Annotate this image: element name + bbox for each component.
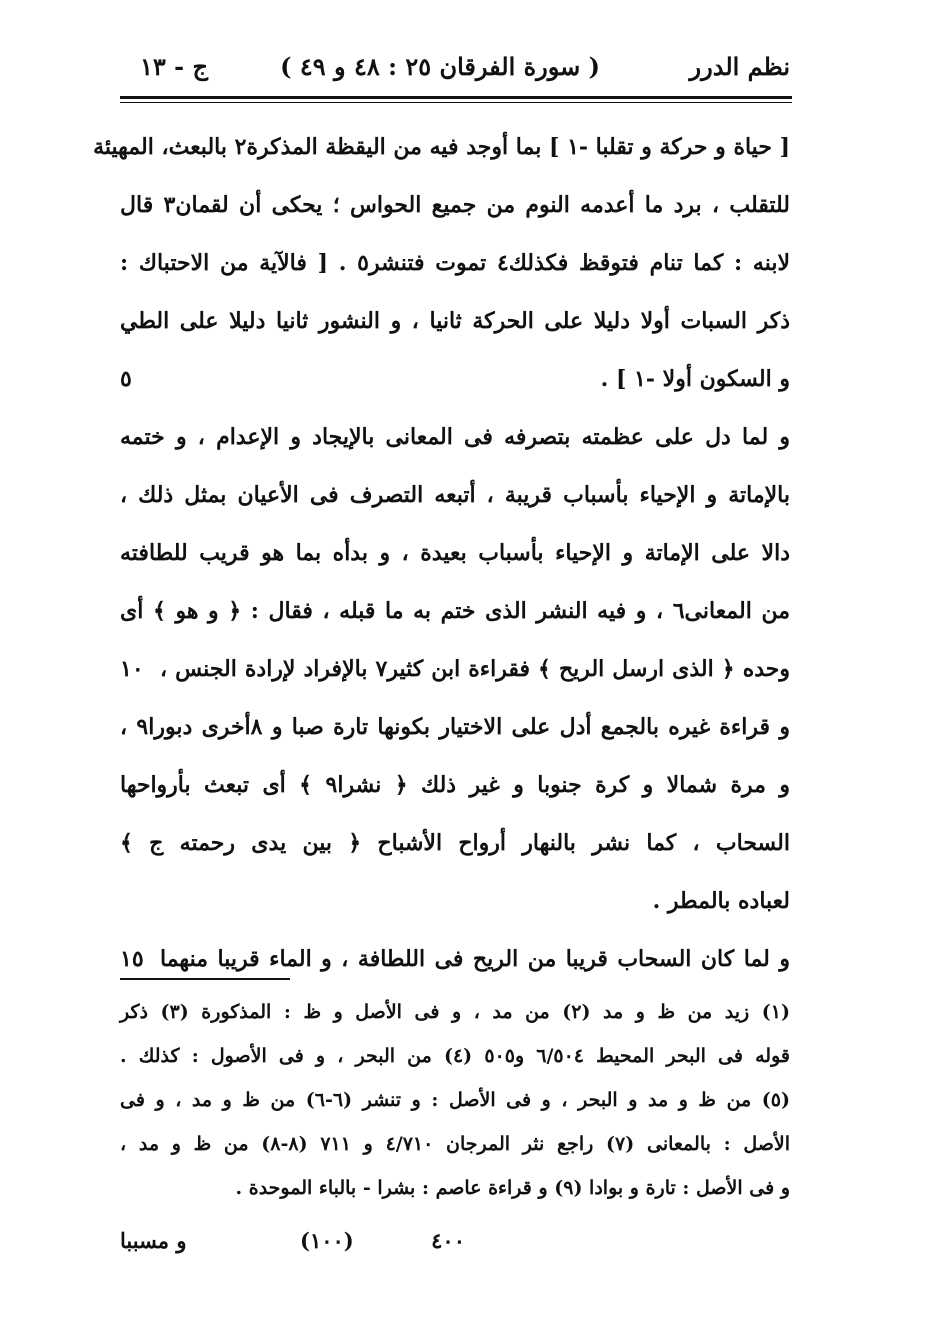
volume-number: ج - ١٣ xyxy=(140,52,208,81)
page-number: ٤٠٠ xyxy=(431,1228,465,1253)
text-line: و قراءة غيره بالجمع أدل على الاختيار بكونها تارة صبا و ٨أخرى دبورا٩ ، xyxy=(120,714,790,740)
footnote-line: (٥) من ظ و مد و البحر ، و فى الأصل : و تنشر (٦-٦) من ظ و مد ، و فى xyxy=(120,1089,790,1111)
header-rule-thin xyxy=(120,102,792,103)
footnote-line: (١) زيد من ظ و مد (٢) من مد ، و فى الأصل و ظ : المذكورة (٣) ذكر xyxy=(120,1001,790,1023)
catchword: و مسببا xyxy=(120,1228,187,1253)
running-header xyxy=(120,52,790,96)
text-line: للتقلب ، برد ما أعدمه النوم من جميع الحواس ؛ يحكى أن لقمان٣ قال xyxy=(120,192,790,218)
footnote-line: الأصل : بالمعانى (٧) راجع نثر المرجان ٤/٧١٠ و ٧١١ (٨-٨) من ظ و مد ، xyxy=(120,1133,790,1155)
page-footer xyxy=(120,1228,790,1268)
main-text xyxy=(93,118,791,988)
line-number: ١٠ xyxy=(120,656,144,682)
text-line: [ حياة و حركة و تقلبا -١ ] بما أوجد فيه من اليقظة المذكرة٢ بالبعث، المهيئة xyxy=(93,134,790,160)
signature-mark: (١٠٠) xyxy=(300,1228,354,1253)
text-line: و مرة شمالا و كرة جنوبا و غير ذلك ﴿ نشرا٩ ﴾ أى تبعث بأرواحها xyxy=(120,772,790,798)
footnote-line: قوله فى البحر المحيط ٦/٥٠٤ و٥٠٥ (٤) من البحر ، و فى الأصول : كذلك . xyxy=(120,1045,790,1067)
line-number: ٥ xyxy=(120,366,132,392)
text-line: و السكون أولا -١ ] . ٥ xyxy=(120,350,790,408)
surah-reference: ( سورة الفرقان ٢٥ : ٤٨ و ٤٩ ) xyxy=(280,52,600,81)
footnote-line: و فى الأصل : تارة و بوادا (٩) و قراءة عاصم : بشرا - بالباء الموحدة . xyxy=(235,1177,790,1199)
text-line: و لما دل على عظمته بتصرفه فى المعانى بالإيجاد و الإعدام ، و ختمه xyxy=(120,424,790,450)
text-line: و لما كان السحاب قريبا من الريح فى اللطافة ، و الماء قريبا منهما ١٥ xyxy=(120,930,790,988)
header-rule xyxy=(120,96,792,99)
text-line: لابنه : كما تنام فتوقظ فكذلك٤ تموت فتنشر٥ . [ فالآية من الاحتباك : xyxy=(120,250,791,276)
text-line: ذكر السبات أولا دليلا على الحركة ثانيا ، و النشور ثانيا دليلا على الطي xyxy=(120,308,790,334)
text-line: من المعانى٦ ، و فيه النشر الذى ختم به ما قبله ، فقال : ﴿ و هو ﴾ أى xyxy=(120,598,790,624)
text-line: بالإماتة و الإحياء بأسباب قريبة ، أتبعه التصرف فى الأعيان بمثل ذلك ، xyxy=(120,482,790,508)
text-line: دالا على الإماتة و الإحياء بأسباب بعيدة ، و بدأه بما هو قريب للطافته xyxy=(120,540,790,566)
line-number: ١٥ xyxy=(120,946,144,972)
text-line: لعباده بالمطر . xyxy=(652,888,790,914)
footnote-separator xyxy=(120,978,290,980)
book-title: نظم الدرر xyxy=(689,52,790,81)
footnotes xyxy=(120,990,790,1210)
text-line: السحاب ، كما نشر بالنهار أرواح الأشباح ﴿ بين يدى رحمته ج ﴾ xyxy=(120,830,790,856)
text-line: وحده ﴿ الذى ارسل الريح ﴾ فقراءة ابن كثير٧ بالإفراد لإرادة الجنس ، ١٠ xyxy=(120,640,790,698)
